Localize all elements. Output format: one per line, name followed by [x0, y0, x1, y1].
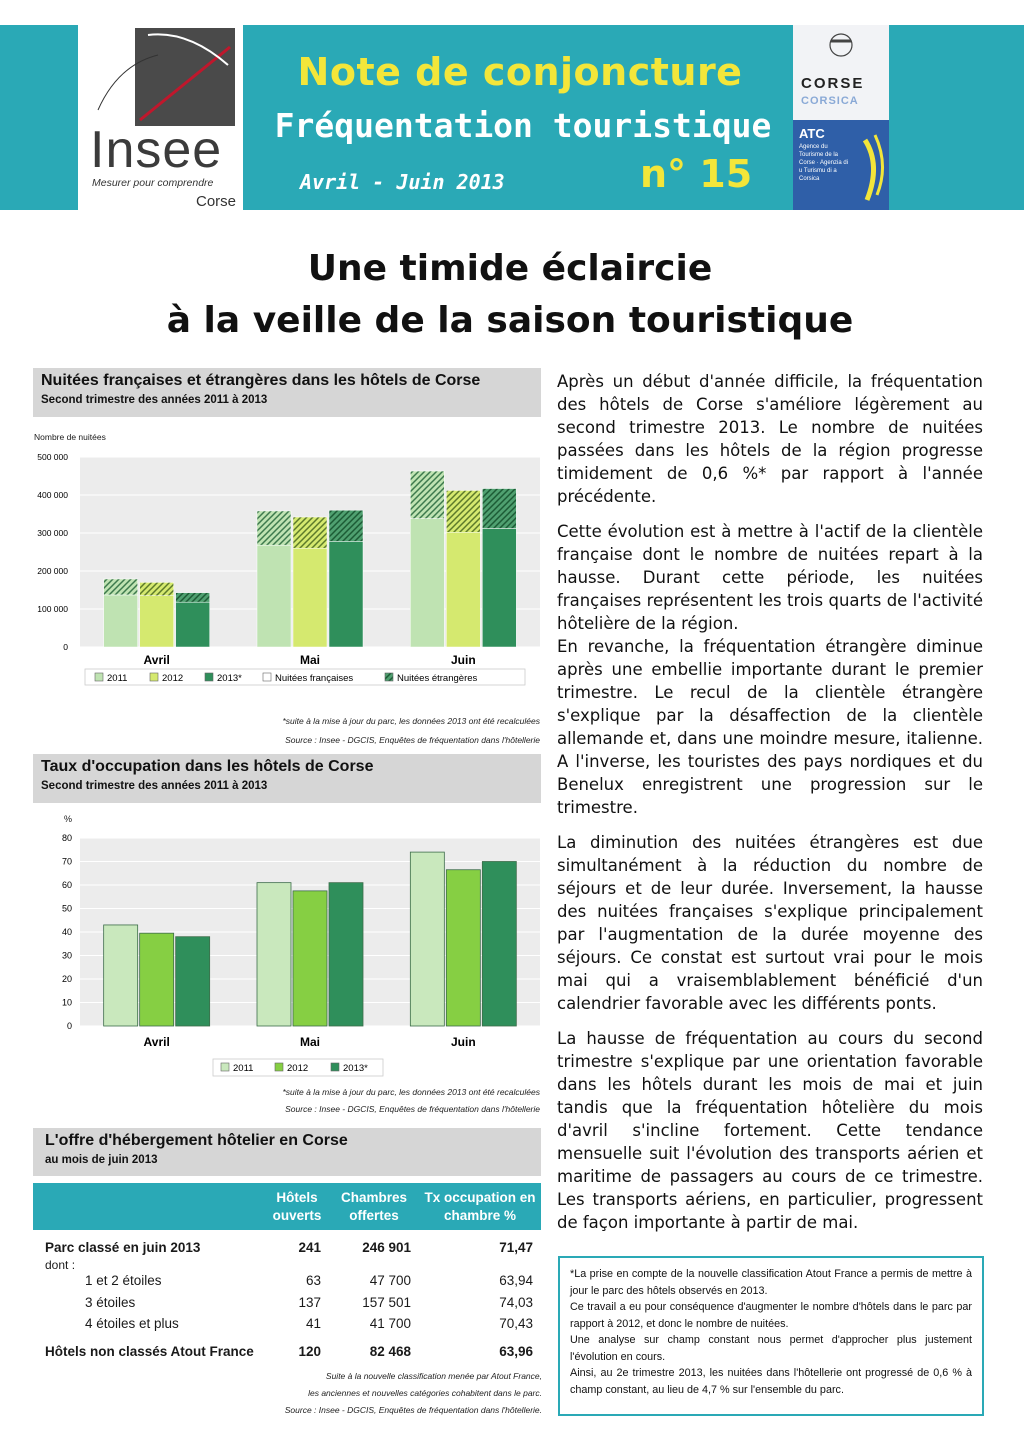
chart1-bar-french: [329, 541, 363, 647]
chart1-tick-label: 400 000: [37, 490, 68, 500]
col-hotels-ouverts: Hôtels ouverts: [272, 1190, 322, 1223]
chart1-bar-french: [410, 519, 444, 647]
table-row-label: 3 étoiles: [85, 1295, 136, 1310]
chart2-tick-label: 80: [61, 833, 72, 843]
table-row: [33, 1316, 541, 1338]
chart1-bar-foreign: [446, 490, 480, 532]
chart1-tick-label: 300 000: [37, 528, 68, 538]
table-cell: 246 901: [362, 1240, 411, 1255]
table-row: [33, 1240, 541, 1262]
chart1-category-label: Mai: [299, 653, 321, 667]
chart1-category-label: Avril: [143, 653, 170, 667]
chart1-legend-swatch: [385, 673, 393, 681]
chart2-category-label: Avril: [143, 1035, 170, 1049]
chart2-tick-label: 30: [61, 950, 72, 961]
chart1-bar-french: [104, 595, 138, 647]
chart1-bar-french: [140, 596, 174, 647]
chart1-category-label: Juin: [450, 653, 476, 667]
chart1-header: [33, 368, 541, 417]
corse-wordmark: CORSE: [801, 75, 865, 92]
table-cell: 120: [298, 1344, 321, 1359]
chart2-bar: [293, 891, 327, 1026]
table-source: Source : Insee - DGCIS, Enquêtes de fréquentation dans l'hôtellerie.: [284, 1405, 542, 1415]
methodology-box: [558, 1256, 984, 1416]
chart1-bar-french: [482, 528, 516, 647]
table-column-headers: [33, 1183, 541, 1230]
corsica-wordmark: CORSICA: [801, 95, 859, 107]
chart2-legend-swatch: [275, 1063, 283, 1071]
chart2-tick-label: 0: [66, 1021, 72, 1031]
chart2-bar: [257, 883, 291, 1026]
chart2-header: [33, 754, 541, 803]
chart2-tick-label: 60: [61, 880, 72, 890]
chart1-title: Nuitées françaises et étrangères dans les hôtels de Corse: [41, 372, 481, 389]
chart1-ylabel: Nombre de nuitées: [34, 432, 106, 442]
table-note-2: les anciennes et nouvelles catégories cohabitent dans le parc.: [308, 1388, 542, 1398]
chart1-bar-french: [293, 548, 327, 647]
chart1-tick-label: 200 000: [37, 566, 68, 576]
chart2-bar: [329, 883, 363, 1026]
chart1-subtitle: Second trimestre des années 2011 à 2013: [41, 394, 268, 406]
chart2-bar: [104, 925, 138, 1026]
table-cell: 41 700: [369, 1316, 411, 1331]
chart1-tick-label: 0: [63, 642, 68, 652]
article-body: [557, 370, 983, 1246]
table-cell: 241: [298, 1240, 321, 1255]
insee-wordmark: Insee: [90, 121, 223, 179]
page-title: [60, 243, 960, 347]
chart2-bar: [482, 862, 516, 1027]
chart2-subtitle: Second trimestre des années 2011 à 2013: [41, 780, 268, 792]
note-number: n° 15: [640, 152, 753, 196]
table-cell: 70,43: [499, 1316, 533, 1331]
chart2-bar: [410, 852, 444, 1026]
paragraph-3: En revanche, la fréquentation étrangère diminue après une embellie importante durant le premier trimestre. Le recul de la clientèle étrangère s'explique par la désaffection de la clientèle allemande et, dans une moindre mesure, italienne. A l'inverse, les touristes des pays nordiques et du Benelux enregistrent une progression sur le trimestre.: [557, 637, 983, 817]
table-cell: 47 700: [369, 1273, 411, 1288]
box-line-2: Ce travail a eu pour conséquence d'augmenter le nombre d'hôtels dans le parc par rapport à 2012, et donc le nombre de nuitées.: [570, 1301, 972, 1330]
table-cell: 63,96: [499, 1344, 533, 1359]
atc-logo: [793, 25, 889, 210]
paragraph-2: Cette évolution est à mettre à l'actif de la clientèle française dont le nombre de nuitées repart à la hausse. Durant cette période, les nuitées françaises représentent les trois quarts de l'activité hôtelière de la région.: [557, 522, 983, 633]
chart2-bar: [140, 933, 174, 1026]
chart1-bar-french: [446, 532, 480, 647]
chart1-bar-foreign: [482, 489, 516, 529]
table-subtitle: au mois de juin 2013: [45, 1154, 158, 1166]
table-title: L'offre d'hébergement hôtelier en Corse: [45, 1132, 348, 1149]
insee-region: Corse: [196, 193, 237, 210]
chart1-bar-french: [176, 602, 210, 647]
chart1-nuitees: [25, 445, 545, 715]
paragraph-1: Après un début d'année difficile, la fréquentation des hôtels de Corse s'améliore légèrement au second trimestre 2013. Le nombre de nuitées passées dans les hôtels de la région progresse timidement de 0,6 %* par rapport à l'année précédente.: [557, 372, 983, 506]
chart2-legend-label: 2011: [233, 1063, 254, 1074]
headline-line-1: Une timide éclaircie: [307, 248, 713, 289]
table-cell: 41: [305, 1316, 321, 1331]
chart2-legend-label: 2012: [287, 1063, 309, 1074]
chart1-source: Source : Insee - DGCIS, Enquêtes de fréquentation dans l'hôtellerie: [285, 735, 540, 745]
chart1-legend-label: 2012: [162, 673, 184, 684]
chart2-footnote: *suite à la mise à jour du parc, les données 2013 ont été recalculées: [282, 1087, 540, 1097]
chart1-tick-label: 100 000: [37, 604, 68, 614]
chart1-bar-foreign: [410, 471, 444, 519]
chart1-bar-foreign: [329, 510, 363, 541]
chart2-bar: [446, 870, 480, 1026]
chart2-source: Source : Insee - DGCIS, Enquêtes de fréquentation dans l'hôtellerie: [285, 1104, 540, 1114]
paragraph-5: La hausse de fréquentation au cours du second trimestre s'explique par une orientation favorable dans les hôtels durant les mois de mai et juin tandis que la fréquentation hôtelière du mois d'avril s'incline fortement. Cette tendance mensuelle suit l'évolution des transports aérien et maritime de passagers au cours de ce trimestre. Les transports aériens, en particulier, progressent de façon importante à partir de mai.: [557, 1029, 983, 1232]
table-row: [33, 1295, 541, 1317]
table-cell: 74,03: [499, 1295, 533, 1310]
chart2-category-label: Juin: [450, 1035, 476, 1049]
note-period: Avril - Juin 2013: [300, 170, 505, 194]
chart1-bar-french: [257, 545, 291, 647]
note-subtitle: Fréquentation touristique: [274, 106, 772, 145]
chart2-tick-label: 50: [61, 903, 72, 914]
table-row-label: Parc classé en juin 2013: [45, 1240, 201, 1255]
chart2-bar: [176, 937, 210, 1026]
chart1-legend-label: 2013*: [217, 673, 242, 684]
box-line-3: Une analyse sur champ constant nous permet d'approcher plus justement l'évolution en cours.: [570, 1334, 972, 1363]
chart2-tick-label: 20: [61, 974, 72, 984]
note-title: Note de conjoncture: [297, 50, 743, 94]
insee-logo: [78, 25, 243, 215]
chart1-legend-swatch: [150, 673, 158, 681]
chart2-tick-label: 10: [61, 997, 72, 1008]
chart2-legend-label: 2013*: [343, 1063, 368, 1074]
chart1-bar-foreign: [104, 579, 138, 595]
chart1-legend-swatch: [95, 673, 103, 681]
chart1-tick-label: 500 000: [37, 452, 68, 462]
table-row-label: 1 et 2 étoiles: [85, 1273, 162, 1288]
chart1-footnote: *suite à la mise à jour du parc, les données 2013 ont été recalculées: [282, 716, 540, 726]
table-header: [33, 1128, 541, 1176]
chart1-legend-swatch: [205, 673, 213, 681]
chart2-taux-occupation: [25, 830, 545, 1084]
chart1-bar-foreign: [293, 517, 327, 548]
chart2-legend-swatch: [331, 1063, 339, 1071]
chart1-legend-swatch: [263, 673, 271, 681]
atc-text: Agence du Tourisme de la Corse · Agenzia di u Turismu di a Corsica: [799, 144, 849, 182]
table-cell: 82 468: [369, 1344, 411, 1359]
table-note-1: Suite à la nouvelle classification menée par Atout France,: [325, 1371, 542, 1381]
chart1-bar-foreign: [140, 582, 174, 595]
paragraph-4: La diminution des nuitées étrangères est due simultanément à la réduction du nombre de séjours et de leur durée. Inversement, la hausse des nuitées françaises s'explique principalement par l'augmentation de la durée moyenne des séjours. Ce constat est surtout vrai pour le mois mai qui a vraisemblablement bénéficié d'un calendrier favorable avec les différents ponts.: [557, 833, 983, 1013]
table-row-label: 4 étoiles et plus: [85, 1316, 179, 1331]
chart1-bar-foreign: [257, 511, 291, 545]
chart1-bar-foreign: [176, 593, 210, 603]
headline-line-2: à la veille de la saison touristique: [166, 300, 854, 341]
insee-tagline: Mesurer pour comprendre: [92, 177, 214, 189]
table-row: [33, 1273, 541, 1295]
chart2-category-label: Mai: [299, 1035, 321, 1049]
col-chambres-offertes: Chambres offertes: [340, 1190, 408, 1223]
table-row-label: Hôtels non classés Atout France: [45, 1344, 254, 1359]
chart1-legend-label: Nuitées étrangères: [397, 673, 478, 684]
table-cell: 71,47: [499, 1240, 533, 1255]
chart1-legend-label: 2011: [107, 673, 128, 684]
box-line-4: Ainsi, au 2e trimestre 2013, les nuitées dans l'hôtellerie ont progressé de 0,6 % à champ constant, au lieu de 4,7 % sur l'ensemble du parc.: [570, 1367, 972, 1396]
table-cell: 137: [298, 1295, 321, 1310]
box-line-1: *La prise en compte de la nouvelle classification Atout France a permis de mettre à jour le parc des hôtels observés en 2013.: [570, 1268, 972, 1297]
chart2-tick-label: 40: [61, 927, 72, 937]
atc-label: ATC: [799, 126, 825, 141]
chart2-tick-label: 70: [61, 856, 72, 867]
table-row: [33, 1344, 541, 1366]
table-cell: 157 501: [362, 1295, 411, 1310]
col-taux-occupation: Tx occupation en chambre %: [424, 1190, 536, 1223]
table-cell: 63,94: [499, 1273, 533, 1288]
table-row-label: dont :: [45, 1258, 76, 1272]
chart2-ylabel: %: [64, 814, 73, 824]
chart1-legend-label: Nuitées françaises: [275, 673, 354, 684]
chart2-title: Taux d'occupation dans les hôtels de Corse: [41, 758, 374, 775]
chart2-legend-swatch: [221, 1063, 229, 1071]
table-cell: 63: [305, 1273, 321, 1288]
